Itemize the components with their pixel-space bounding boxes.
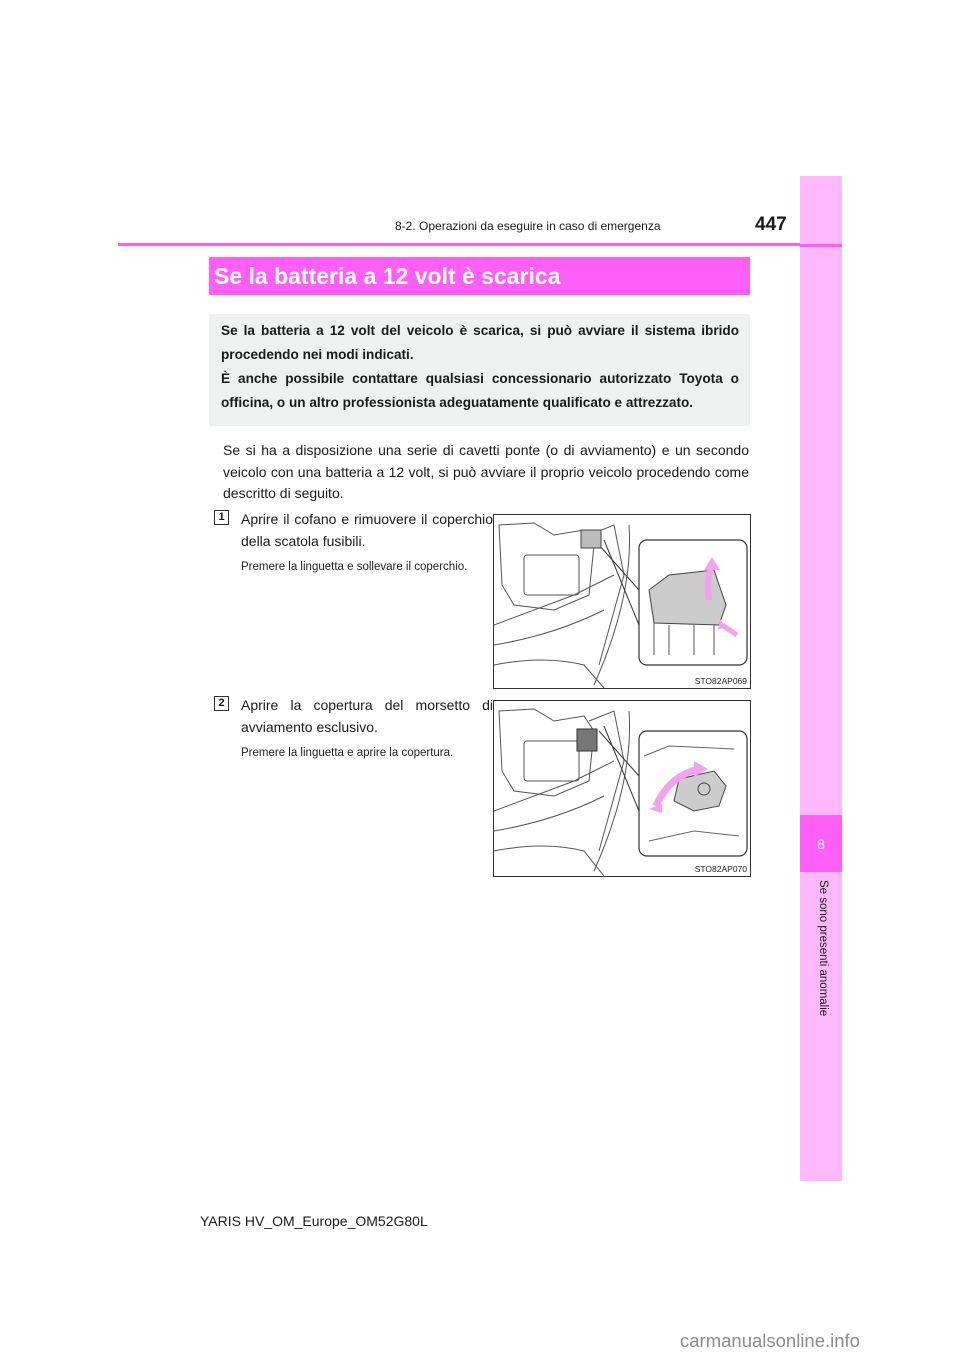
step-detail: Premere la linguetta e aprire la copertura. bbox=[241, 747, 454, 759]
intro-text: Se la batteria a 12 volt del veicolo è scarica, si può avviare il sistema ibrido procedendo nei modi indicati. bbox=[221, 323, 739, 362]
intro-box bbox=[209, 314, 750, 426]
jump-terminal-drawing-icon bbox=[494, 701, 750, 876]
section-title: Se la batteria a 12 volt è scarica bbox=[209, 257, 750, 295]
fuse-box-drawing-icon bbox=[494, 515, 750, 688]
chapter-tab[interactable] bbox=[800, 815, 842, 872]
intro-text-contact: È anche possibile contattare qualsiasi concessionario autorizzato Toyota o officina, o un altro professionista adeguatamente qualificato e attrezzato. bbox=[221, 371, 739, 410]
chapter-number: 8 bbox=[817, 835, 825, 852]
illustration-jump-terminal bbox=[493, 700, 751, 877]
header-rule bbox=[118, 243, 800, 246]
step-instruction: Aprire la copertura del morsetto di avviamento esclusivo. bbox=[241, 697, 493, 735]
step-number-badge: 1 bbox=[214, 510, 229, 525]
document-id: YARIS HV_OM_Europe_OM52G80L bbox=[200, 1213, 428, 1229]
illustration-fuse-box bbox=[493, 514, 751, 689]
illustration-code: STO82AP070 bbox=[694, 864, 747, 874]
section-path: 8-2. Operazioni da eseguire in caso di emergenza bbox=[395, 219, 661, 233]
page-number: 447 bbox=[755, 214, 787, 235]
body-paragraph: Se si ha a disposizione una serie di cavetti ponte (o di avviamento) e un secondo veicolo con una batteria a 12 volt, si può avviare il proprio veicolo procedendo come descritto di seguito. bbox=[223, 442, 749, 501]
chapter-title: Se sono presenti anomalie bbox=[817, 880, 829, 1017]
step-detail: Premere la linguetta e sollevare il coperchio. bbox=[241, 561, 468, 573]
watermark[interactable]: carmanualsonline.info bbox=[680, 1330, 860, 1351]
step-number-badge: 2 bbox=[214, 696, 229, 711]
sidebar-divider bbox=[800, 244, 842, 247]
step-instruction: Aprire il cofano e rimuovere il coperchio della scatola fusibili. bbox=[241, 511, 493, 549]
illustration-code: STO82AP069 bbox=[694, 676, 747, 686]
chapter-title-vertical bbox=[800, 880, 842, 1050]
